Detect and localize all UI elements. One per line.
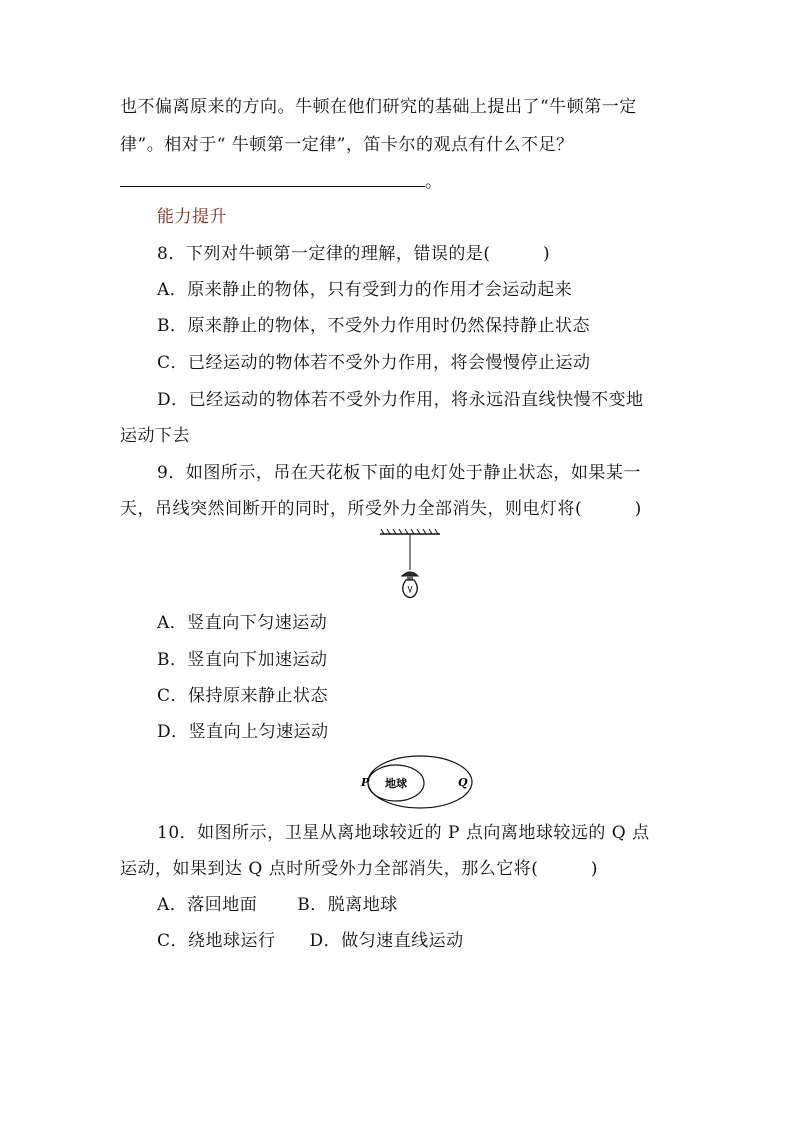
orbit-ellipse (368, 756, 472, 808)
q9-option-a: A．竖直向下匀速运动 (157, 613, 328, 633)
intro-line-1: 也不偏离原来的方向。牛顿在他们研究的基础上提出了“牛顿第一定 (120, 97, 637, 117)
section-title: 能力提升 (157, 207, 227, 227)
q9-option-c: C．保持原来静止状态 (157, 686, 329, 706)
hanging-lamp-figure (376, 528, 446, 604)
q10-stem-1: 10．如图所示，卫星从离地球较近的 P 点向离地球较远的 Q 点 (157, 823, 650, 843)
q10-options-cd (157, 930, 464, 952)
q8-stem: 8．下列对牛顿第一定律的理解，错误的是( ) (157, 244, 551, 264)
answer-blank[interactable] (120, 170, 425, 187)
point-p-label: P (361, 776, 370, 789)
q9-stem-1: 9．如图所示，吊在天花板下面的电灯处于静止状态，如果某一 (157, 463, 641, 483)
answer-blank-line (120, 170, 443, 193)
q9-stem-2: 天，吊线突然间断开的同时，所受外力全部消失，则电灯将( ) (120, 499, 642, 519)
q8-option-a: A．原来静止的物体，只有受到力的作用才会运动起来 (157, 280, 573, 300)
q10-stem-2: 运动，如果到达 Q 点时所受外力全部消失，那么它将( ) (120, 859, 599, 879)
q8-option-d: D．已经运动的物体若不受外力作用，将永远沿直线快慢不变地 (157, 390, 644, 410)
answer-blank-end: 。 (425, 172, 443, 192)
q10-option-b: B．脱离地球 (297, 895, 398, 915)
q8-option-c: C．已经运动的物体若不受外力作用，将会慢慢停止运动 (157, 353, 591, 373)
q8-option-b: B．原来静止的物体，不受外力作用时仍然保持静止状态 (157, 316, 590, 336)
q10-option-c: C．绕地球运行 (157, 931, 276, 951)
intro-line-2: 律”。相对于“ 牛顿第一定律”，笛卡尔的观点有什么不足？ (120, 135, 574, 155)
q10-option-d: D．做匀速直线运动 (309, 931, 464, 951)
q9-option-d: D．竖直向上匀速运动 (157, 722, 329, 742)
q10-options-ab (157, 894, 398, 916)
orbit-figure (356, 752, 476, 812)
q10-option-a: A．落回地面 (157, 895, 258, 915)
q9-option-b: B．竖直向下加速运动 (157, 650, 328, 670)
point-q-label: Q (458, 776, 468, 789)
q8-option-d-cont: 运动下去 (120, 426, 190, 446)
earth-label: 地球 (385, 777, 407, 790)
